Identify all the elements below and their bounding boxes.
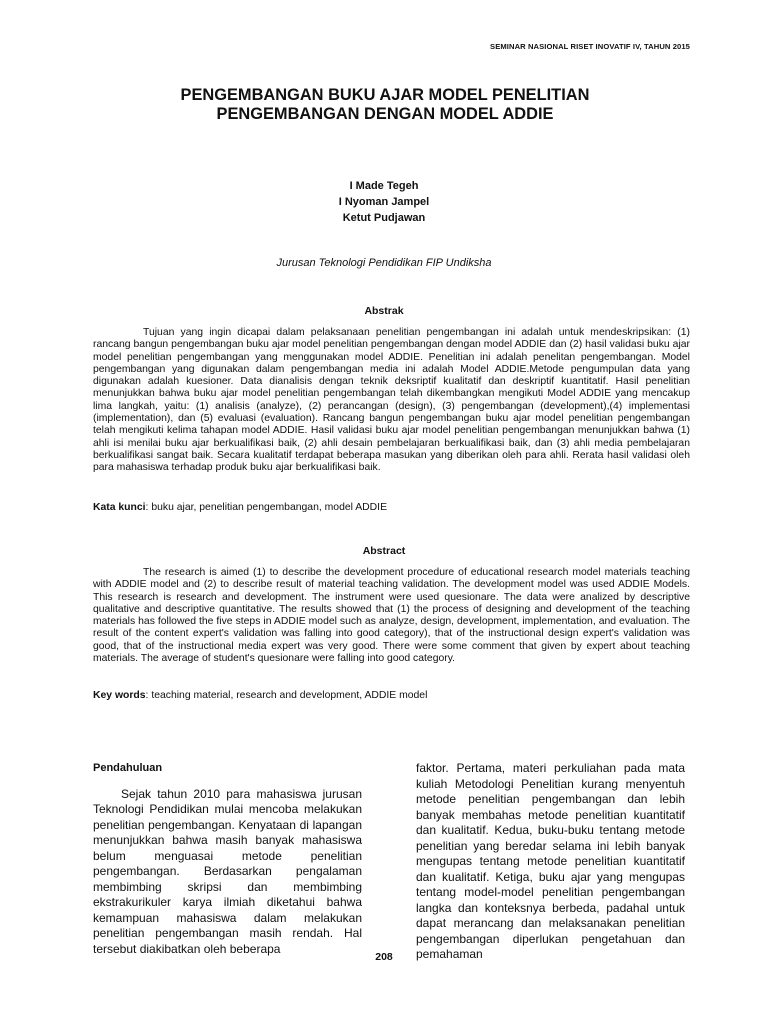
body-column-left	[93, 761, 362, 957]
author-name: I Nyoman Jampel	[338, 196, 430, 208]
author-list	[0, 178, 768, 226]
abstract-heading: Abstract	[362, 545, 406, 557]
affiliation: Jurusan Teknologi Pendidikan FIP Undiksha	[276, 257, 492, 269]
abstrak-heading: Abstrak	[364, 305, 404, 317]
section-heading: Pendahuluan	[93, 762, 163, 774]
abstract-body	[93, 567, 690, 665]
abstrak-body	[93, 327, 690, 475]
author-name: I Made Tegeh	[349, 180, 419, 192]
paper-title-line-1: PENGEMBANGAN BUKU AJAR MODEL PENELITIAN	[180, 86, 590, 104]
keywords-text: : teaching material, research and development, ADDIE model	[145, 690, 428, 701]
paper-title	[90, 86, 680, 124]
body-paragraph: Sejak tahun 2010 para mahasiswa jurusan Teknologi Pendidikan mulai mencoba melakukan penelitian pengembangan. Kenyataan di lapangan menunjukkan bahwa masih banyak mahasiswa belum menguasai metode penelitian pengembangan. Berdasarkan pengalaman membimbing skripsi dan membimbing ekstrakurikuler karya ilmiah diketahui bahwa kemampuan mahasiswa dalam melakukan penelitian pengembangan masih rendah. Hal tersebut diakibatkan oleh beberapa	[93, 786, 362, 956]
abstrak-paragraph: Tujuan yang ingin dicapai dalam pelaksanaan penelitian pengembangan ini adalah untuk mendeskripsikan: (1) rancang bangun pengembangan buku ajar model penelitian pengembangan dengan model ADDIE dan (2) hasil validasi buku ajar model penelitian pengembangan yang menggunakan model ADDIE. Penelitian ini adalah penelitan pengembangan. Model pengembangan yang digunakan dalam pengembangan media ini adalah Model ADDIE.Metode pengumpulan data yang digunakan adalah kuesioner. Data dianalisis dengan teknik deksriptif kualitatif dan deskriptif kuantitatif. Hasil penelitian menunjukkan bahwa buku ajar model penelitian pengembangan telah dikembangkan mengikuti Model ADDIE yang mencakup lima langkah, yaitu: (1) analisis (analyze), (2) perancangan (design), (3) pengembangan (development),(4) implementasi (implementation), dan (5) evaluasi (evaluation). Rancang bangun pengembangan buku ajar model penelitian pengembangan telah mengikuti kelima tahapan model ADDIE. Hasil validasi buku ajar model penelitian pengembangan menunjukkan bahwa (1) ahli isi menilai buku ajar berkualifikasi baik, (2) ahli desain pembelajaran berkualifikasi baik, dan (3) ahli media pembelajaran berkualifikasi sangat baik. Secara kualitatif terdapat beberapa masukan yang diberikan oleh para ahli. Rerata hasil validasi oleh para mahasiswa terhadap produk buku ajar berkualifikasi baik.	[93, 327, 690, 474]
paper-title-line-2: PENGEMBANGAN DENGAN MODEL ADDIE	[216, 105, 554, 123]
keywords-text: : buku ajar, penelitian pengembangan, model ADDIE	[145, 502, 388, 513]
author-name: Ketut Pudjawan	[342, 212, 426, 224]
running-header: SEMINAR NASIONAL RISET INOVATIF IV, TAHUN 2015	[490, 42, 690, 51]
body-paragraph: faktor. Pertama, materi perkuliahan pada mata kuliah Metodologi Penelitian kurang menyentuh metode penelitian pengembangan dan lebih banyak membahas metode penelitian kuantitatif dan kualitatif. Kedua, buku-buku tentang metode penelitian yang beredar selama ini lebih banyak mengupas tentang metode penelitian kuantitatif dan kualitatif. Ketiga, buku ajar yang mengupas tentang model-model penelitian pengembangan langka dan konteksnya berbeda, padahal untuk dapat merancang dan melaksanakan penelitian pengembangan diperlukan pengetahuan dan pemahaman	[416, 761, 685, 961]
abstract-paragraph: The research is aimed (1) to describe the development procedure of educational research model materials teaching with ADDIE model and (2) to describe result of material teaching validation. The development model was used ADDIE Models. This research is research and development. The instrument were used quesionare. The data were analized by descriptive qualitative and descriptive quantitative. The results showed that (1) the process of designing and development of the teaching materials has followed the five steps in ADDIE model such as analyze, design, development, implementation, and evaluation. The result of the content expert's validation was falling into good category), that of the instructional design expert's validation was good, that of the instructional media expert was very good. There were some comment that given by expert about teaching materials. The average of student's quesionare were falling into good category.	[93, 567, 690, 665]
keywords-label: Key words	[93, 690, 146, 701]
abstract-keywords	[93, 690, 690, 702]
page-number: 208	[375, 951, 393, 963]
keywords-label: Kata kunci	[93, 502, 146, 513]
abstrak-keywords	[93, 502, 690, 514]
body-column-right	[416, 761, 685, 963]
